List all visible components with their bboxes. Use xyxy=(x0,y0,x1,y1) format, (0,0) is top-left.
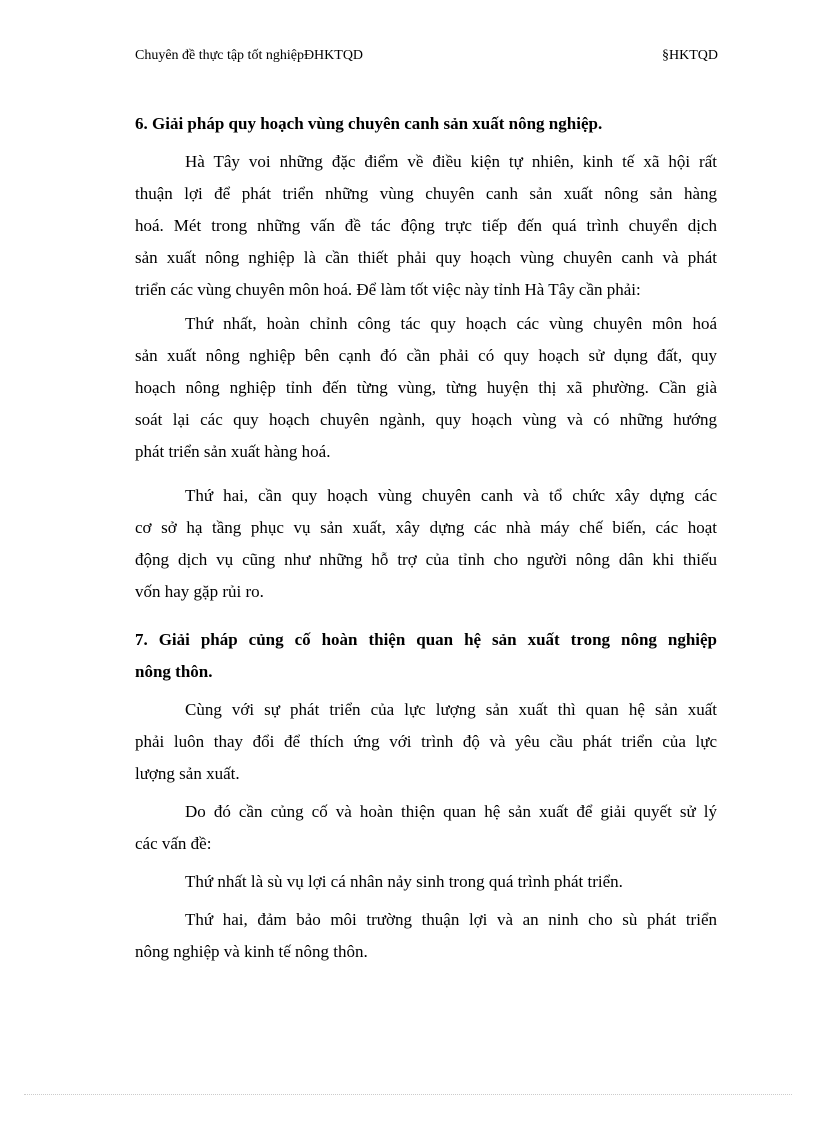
text-line: nông nghiệp và kinh tế nông thôn. xyxy=(135,942,368,961)
section-heading xyxy=(135,624,717,688)
paragraph xyxy=(135,308,717,468)
text-line: Hà Tây voi những đặc điểm về điều kiện tự nhiên, kinh tế xã hội rất xyxy=(185,152,717,171)
text-line: Cùng với sự phát triển của lực lượng sản xuất thì quan hệ sản xuất xyxy=(185,700,717,719)
text-line: 6. Giải pháp quy hoạch vùng chuyên canh sản xuất nông nghiệp. xyxy=(135,114,603,133)
text-line: Thứ hai, cần quy hoạch vùng chuyên canh và tổ chức xây dựng các xyxy=(185,486,717,505)
text-line: soát lại các quy hoạch chuyên ngành, quy hoạch vùng và có những hướng xyxy=(135,410,717,429)
text-line: hoá. Mét trong những vấn đề tác động trực tiếp đến quá trình chuyển dịch xyxy=(135,216,717,235)
paragraph xyxy=(135,866,717,898)
text-line: thuận lợi để phát triển những vùng chuyên canh sản xuất nông sản hàng xyxy=(135,184,717,203)
paragraph xyxy=(135,694,717,790)
running-header-institution: §HKTQD xyxy=(662,48,718,63)
text-line: Do đó cần củng cố và hoàn thiện quan hệ sản xuất để giải quyết sử lý xyxy=(185,802,717,821)
text-line: động dịch vụ cũng như những hỗ trợ của tỉnh cho người nông dân khi thiếu xyxy=(135,550,717,569)
text-line: Thứ nhất, hoàn chỉnh công tác quy hoạch các vùng chuyên môn hoá xyxy=(185,314,717,333)
text-line: các vấn đề: xyxy=(135,834,212,853)
text-line: Thứ hai, đảm bảo môi trường thuận lợi và an ninh cho sù phát triển xyxy=(185,910,717,929)
text-line: hoạch nông nghiệp tỉnh đến từng vùng, từng huyện thị xã phường. Cần già xyxy=(135,378,717,397)
text-line: vốn hay gặp rủi ro. xyxy=(135,582,264,601)
text-line: sản xuất nông nghiệp bên cạnh đó cần phải có quy hoạch sử dụng đất, quy xyxy=(135,346,717,365)
paragraph xyxy=(135,146,717,306)
section-heading xyxy=(135,108,717,140)
text-line: nông thôn. xyxy=(135,662,213,681)
text-line: triển các vùng chuyên môn hoá. Để làm tốt việc này tỉnh Hà Tây cần phải: xyxy=(135,280,641,299)
text-line: 7. Giải pháp củng cố hoàn thiện quan hệ sản xuất trong nông nghiệp xyxy=(135,630,717,649)
text-line: lượng sản xuất. xyxy=(135,764,240,783)
text-line: Thứ nhất là sù vụ lợi cá nhân nảy sinh trong quá trình phát triển. xyxy=(185,872,623,891)
page-bottom-divider xyxy=(24,1094,792,1095)
text-line: phải luôn thay đổi để thích ứng với trình độ và yêu cầu phát triển của lực xyxy=(135,732,717,751)
text-line: phát triển sản xuất hàng hoá. xyxy=(135,442,331,461)
paragraph xyxy=(135,480,717,608)
paragraph xyxy=(135,904,717,968)
text-line: cơ sở hạ tầng phục vụ sản xuất, xây dựng các nhà máy chế biến, các hoạt xyxy=(135,518,717,537)
running-header-title: Chuyên đề thực tập tốt nghiệpĐHKTQD xyxy=(135,48,364,63)
text-line: sản xuất nông nghiệp là cần thiết phải quy hoạch vùng chuyên canh và phát xyxy=(135,248,717,267)
paragraph xyxy=(135,796,717,860)
